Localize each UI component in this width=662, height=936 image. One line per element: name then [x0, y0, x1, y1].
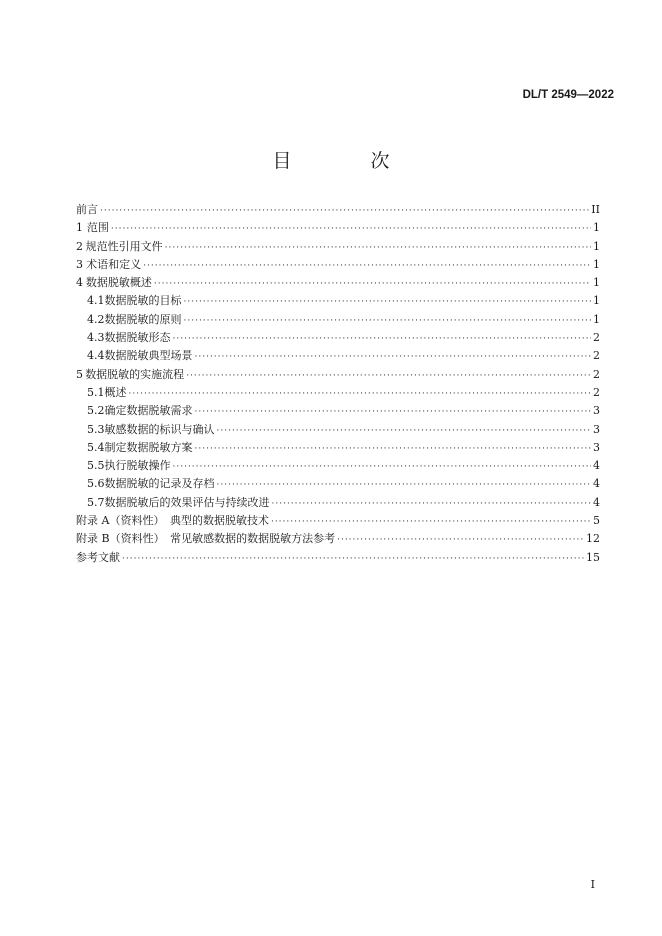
toc-entry-label: 术语和定义 — [86, 257, 142, 271]
toc-entry[interactable] — [76, 421, 600, 439]
toc-entry-number: 3 — [76, 257, 83, 271]
toc-entry[interactable] — [76, 402, 600, 420]
toc-entry-number: 1 — [76, 221, 83, 235]
toc-entry-label: 数据脱敏的实施流程 — [85, 367, 185, 381]
toc-entry[interactable] — [76, 292, 600, 310]
standard-code: DL/T 2549—2022 — [522, 89, 614, 101]
toc-leader-dots — [184, 293, 592, 311]
toc-entry-number: 5.1 — [87, 385, 105, 399]
toc-entry-label: 参考文献 — [76, 550, 120, 564]
toc-entry-label: 执行脱敏操作 — [104, 459, 171, 473]
toc-entry-label: 规范性引用文件 — [85, 239, 163, 253]
toc-entry-number: 5.7 — [87, 495, 105, 509]
toc-entry-label: 数据脱敏典型场景 — [104, 349, 193, 363]
toc-entry-number: 4.2 — [87, 312, 105, 326]
toc-leader-dots — [165, 239, 591, 257]
table-of-contents — [76, 201, 600, 567]
toc-entry-page: 1 — [593, 294, 600, 308]
toc-entry[interactable] — [76, 311, 600, 329]
toc-entry-label: 数据脱敏后的效果评估与持续改进 — [104, 495, 270, 509]
toc-leader-dots — [337, 531, 584, 549]
toc-leader-dots — [184, 312, 592, 330]
toc-leader-dots — [272, 495, 592, 513]
toc-leader-dots — [217, 422, 592, 440]
toc-entry[interactable] — [76, 457, 600, 475]
toc-entry-page: 4 — [593, 459, 600, 473]
toc-leader-dots — [154, 275, 591, 293]
page-number: I — [590, 878, 595, 891]
toc-entry-page: 15 — [586, 550, 600, 564]
toc-entry-number: 4.4 — [87, 349, 105, 363]
toc-entry-number: 2 — [76, 239, 83, 253]
toc-entry-page: 1 — [593, 276, 600, 290]
toc-entry-number: 5.5 — [87, 459, 105, 473]
toc-entry-number: 4.1 — [87, 294, 105, 308]
toc-entry[interactable] — [76, 384, 600, 402]
toc-entry-number: 5.3 — [87, 422, 105, 436]
toc-leader-dots — [195, 403, 592, 421]
toc-entry-label: 敏感数据的标识与确认 — [104, 422, 215, 436]
toc-leader-dots — [129, 385, 592, 403]
page-title: 目 次 — [272, 150, 420, 172]
toc-entry[interactable] — [76, 219, 600, 237]
toc-entry-page: 4 — [593, 477, 600, 491]
toc-leader-dots — [111, 220, 591, 238]
toc-entry[interactable] — [76, 475, 600, 493]
toc-entry[interactable] — [76, 494, 600, 512]
toc-entry-page: 2 — [593, 367, 600, 381]
toc-leader-dots — [195, 348, 592, 366]
toc-entry-label: 附录 B（资料性） 常见敏感数据的数据脱敏方法参考 — [76, 532, 336, 546]
toc-entry-page: 12 — [586, 532, 600, 546]
toc-entry-number: 5.6 — [87, 477, 105, 491]
toc-leader-dots — [143, 257, 591, 275]
toc-entry-label: 确定数据脱敏需求 — [104, 404, 193, 418]
toc-entry-number: 5 — [76, 367, 83, 381]
toc-entry-label: 附录 A（资料性） 典型的数据脱敏技术 — [76, 514, 269, 528]
toc-entry[interactable] — [76, 329, 600, 347]
toc-leader-dots — [122, 550, 584, 568]
toc-entry-number: 4.3 — [87, 331, 105, 345]
toc-entry-page: 3 — [593, 440, 600, 454]
toc-entry-label: 范围 — [86, 221, 109, 235]
toc-leader-dots — [100, 202, 589, 220]
toc-entry-number: 4 — [76, 276, 83, 290]
toc-entry-page: 3 — [593, 422, 600, 436]
toc-entry-page: 2 — [593, 385, 600, 399]
toc-entry-label: 数据脱敏的原则 — [104, 312, 182, 326]
toc-entry[interactable] — [76, 549, 600, 567]
toc-leader-dots — [217, 476, 592, 494]
toc-leader-dots — [186, 367, 591, 385]
toc-entry[interactable] — [76, 439, 600, 457]
toc-entry[interactable] — [76, 238, 600, 256]
toc-entry-page: 5 — [593, 514, 600, 528]
toc-leader-dots — [173, 330, 592, 348]
toc-entry-label: 数据脱敏形态 — [104, 331, 171, 345]
toc-entry-label: 数据脱敏概述 — [85, 276, 152, 290]
toc-entry-label: 概述 — [104, 385, 127, 399]
toc-entry[interactable] — [76, 274, 600, 292]
toc-entry-page: 3 — [593, 404, 600, 418]
toc-entry-number: 5.4 — [87, 440, 105, 454]
toc-entry[interactable] — [76, 530, 600, 548]
toc-entry-page: II — [591, 203, 600, 216]
toc-entry-label: 前言 — [76, 203, 98, 216]
toc-leader-dots — [173, 458, 592, 476]
toc-entry-page: 1 — [593, 312, 600, 326]
toc-entry-page: 1 — [593, 239, 600, 253]
toc-entry-page: 2 — [593, 349, 600, 363]
toc-entry-page: 1 — [593, 221, 600, 235]
toc-leader-dots — [271, 513, 591, 531]
toc-entry[interactable] — [76, 347, 600, 365]
toc-leader-dots — [195, 440, 592, 458]
toc-entry-label: 数据脱敏的记录及存档 — [104, 477, 215, 491]
toc-entry-label: 数据脱敏的目标 — [104, 294, 182, 308]
toc-entry-label: 制定数据脱敏方案 — [104, 440, 193, 454]
toc-entry[interactable] — [76, 256, 600, 274]
toc-entry-page: 4 — [593, 495, 600, 509]
toc-entry[interactable] — [76, 512, 600, 530]
toc-entry[interactable] — [76, 366, 600, 384]
toc-entry-page: 2 — [593, 331, 600, 345]
toc-entry[interactable] — [76, 201, 600, 219]
toc-entry-page: 1 — [593, 257, 600, 271]
toc-entry-number: 5.2 — [87, 404, 105, 418]
